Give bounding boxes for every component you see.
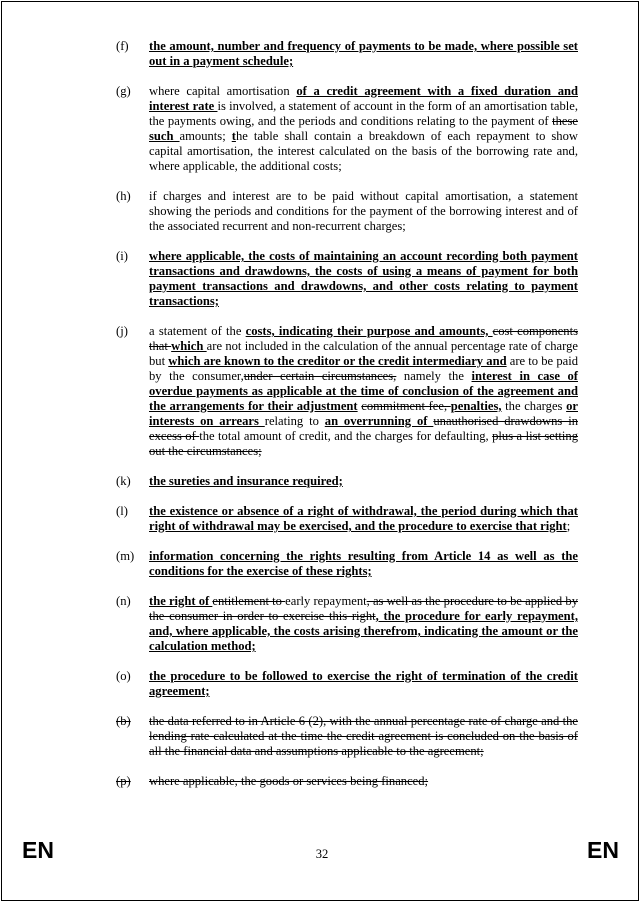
item-text: [149, 324, 578, 459]
inserted-text: which: [171, 339, 207, 353]
text-segment: a statement of the: [149, 324, 246, 338]
item-label: (l): [116, 504, 128, 518]
item-label: (f): [116, 39, 129, 53]
item-text: [149, 84, 578, 174]
item-text: [149, 189, 578, 234]
text-segment: if charges and interest are to be paid without capital amortisation, a statement showing the periods and conditions for the payment of the borrowing interest and of the associated recurrent and non-recurrent charges;: [149, 189, 578, 233]
page-number: 32: [315, 847, 329, 861]
document-page: [1, 1, 639, 901]
item-label: (n): [116, 594, 131, 608]
text-segment: where capital amortisation: [149, 84, 297, 98]
inserted-text: such: [149, 129, 180, 143]
item-label: (j): [116, 324, 128, 338]
inserted-text: the right of: [149, 594, 213, 608]
inserted-text: the sureties and insurance required;: [149, 474, 343, 488]
text-segment: he table shall contain a breakdown of each repayment to show capital amortisation, the interest calculated on the basis of the borrowing rate and, where applicable, the additional costs;: [149, 129, 578, 173]
inserted-text: information concerning the rights resulting from Article 14 as well as the conditions for the exercise of these rights;: [149, 549, 578, 578]
article-list: [116, 39, 578, 804]
list-item: [116, 549, 578, 579]
deleted-text: plus a list setting out the circumstances;: [149, 429, 578, 458]
item-text: [149, 669, 578, 699]
item-label: (m): [116, 549, 135, 563]
inserted-text: the procedure to be followed to exercise the right of termination of the credit agreement;: [149, 669, 578, 698]
deleted-text: entitlement to: [212, 594, 286, 608]
item-label: (g): [116, 84, 131, 98]
text-segment: is involved, a statement of account in the form of an amortisation table, the payments owing, and the periods and conditions relating to the payment of: [149, 99, 578, 128]
deleted-text: under certain circumstances,: [243, 369, 397, 383]
item-label: (o): [116, 669, 131, 683]
inserted-text: which are known to the creditor or the credit intermediary and: [168, 354, 507, 368]
inserted-text: t: [231, 129, 236, 143]
text-segment: early repayment: [285, 594, 367, 608]
text-segment: namely the: [396, 369, 472, 383]
list-item: [116, 594, 578, 654]
inserted-text: penalties,: [450, 399, 502, 413]
deleted-text: where applicable, the goods or services being financed;: [149, 774, 429, 788]
item-label: (i): [116, 249, 128, 263]
text-segment: the total amount of credit, and the charges for defaulting,: [199, 429, 493, 443]
text-segment: are not included in the calculation of the annual percentage rate of charge but: [149, 339, 578, 368]
text-segment: relating to: [264, 414, 325, 428]
item-text: [149, 504, 578, 534]
deleted-text: cost components that: [149, 324, 578, 353]
list-item: [116, 714, 578, 759]
item-text: [149, 249, 578, 309]
list-item: [116, 249, 578, 309]
deleted-text: unauthorised drawdowns in excess of: [149, 414, 578, 443]
text-segment: the charges: [501, 399, 567, 413]
inserted-text: an overrunning of: [324, 414, 434, 428]
list-item: [116, 39, 578, 69]
item-label: (k): [116, 474, 131, 488]
language-code-left: EN: [22, 837, 54, 863]
item-label: (h): [116, 189, 131, 203]
text-segment: amounts;: [179, 129, 232, 143]
inserted-text: where applicable, the costs of maintaining an account recording both payment transactions and drawdowns, the costs of using a means of payment for both payment transactions and drawdowns, and other costs relating to payment transactions;: [149, 249, 578, 308]
deleted-text: the data referred to in Article 6 (2), with the annual percentage rate of charge and the lending rate calculated at the time the credit agreement is concluded on the basis of all the financial data and assumptions applicable to the agreement;: [149, 714, 578, 758]
item-label: (p): [116, 774, 131, 788]
deleted-text: these: [552, 114, 578, 128]
list-item: [116, 669, 578, 699]
inserted-text: costs, indicating their purpose and amounts,: [245, 324, 493, 338]
inserted-text: the amount, number and frequency of payments to be made, where possible set out in a payment schedule;: [149, 39, 578, 68]
item-text: [149, 549, 578, 579]
inserted-text: interest in case of overdue payments as applicable at the time of conclusion of the agreement and the arrangements for their adjustment: [149, 369, 578, 413]
list-item: [116, 84, 578, 174]
item-text: [149, 714, 578, 759]
list-item: [116, 189, 578, 234]
inserted-text: of a credit agreement with a fixed duration and interest rate: [149, 84, 578, 113]
text-segment: ;: [566, 519, 571, 533]
item-text: [149, 474, 578, 489]
inserted-text: the existence or absence of a right of withdrawal, the period during which that right of withdrawal may be exercised, and the procedure to exercise that right: [149, 504, 578, 533]
item-text: [149, 594, 578, 654]
item-label: (b): [116, 714, 131, 728]
list-item: [116, 774, 578, 789]
inserted-text: , the procedure for early repayment, and, where applicable, the costs arising therefrom, indicating the amount or the calculation method;: [149, 609, 578, 653]
language-code-right: EN: [587, 837, 619, 863]
item-text: [149, 39, 578, 69]
inserted-text: or interests on arrears: [149, 399, 578, 428]
list-item: [116, 324, 578, 459]
item-text: [149, 774, 578, 789]
list-item: [116, 474, 578, 489]
list-item: [116, 504, 578, 534]
text-segment: are to be paid by the consumer,: [149, 354, 578, 383]
deleted-text: commitment fee,: [361, 399, 451, 413]
deleted-text: , as well as the procedure to be applied by the consumer in order to exercise this right: [149, 594, 578, 623]
